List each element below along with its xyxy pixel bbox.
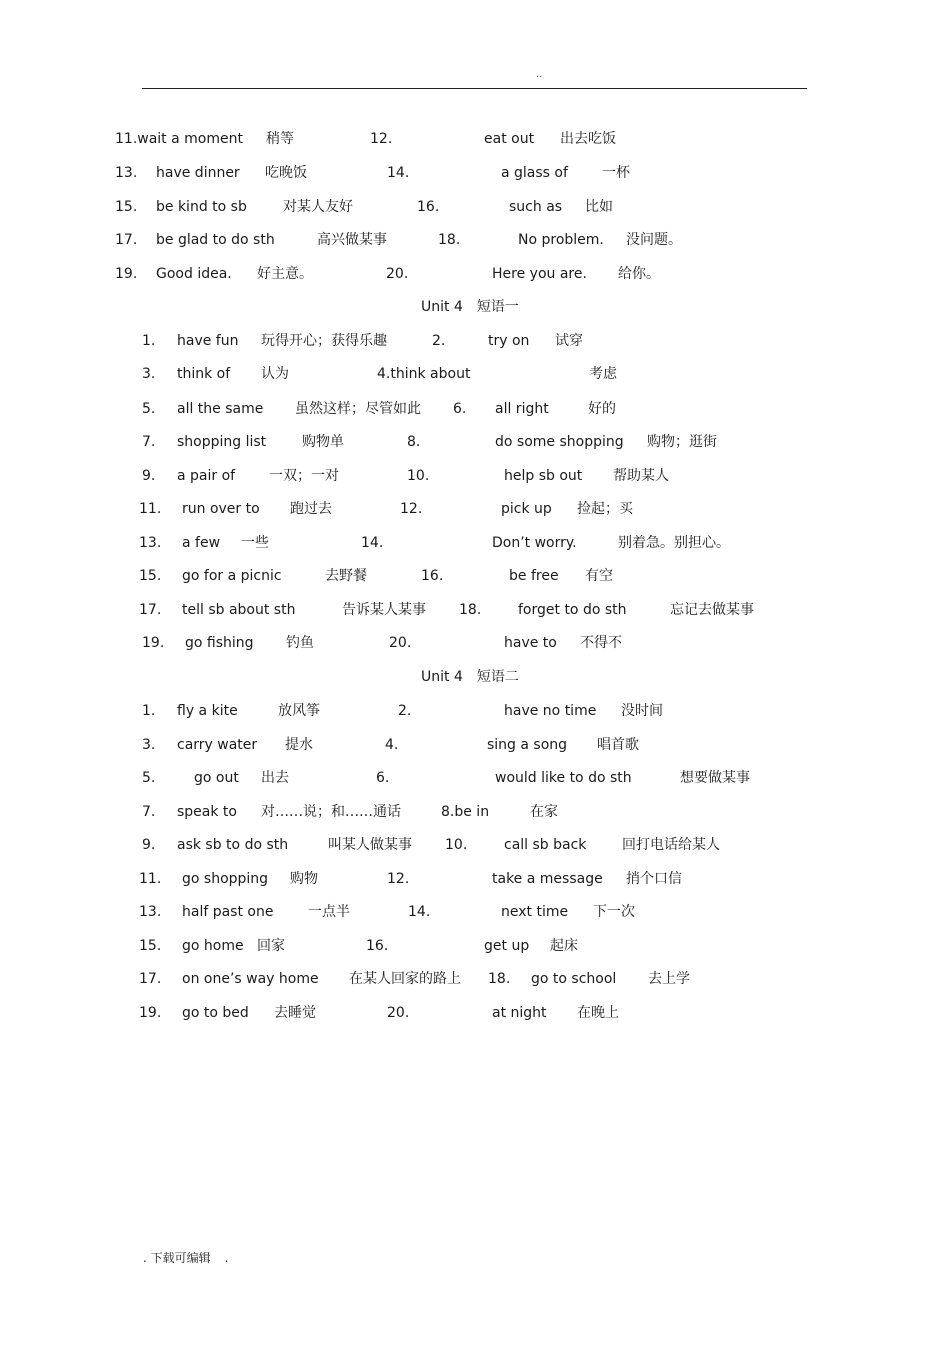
phrase-row-13-cell-5: be free — [509, 568, 559, 584]
phrase-row-17-cell-4: 4. — [385, 737, 399, 753]
phrase-row-11-cell-5: pick up — [501, 501, 552, 517]
phrase-row-15-cell-2: go fishing — [185, 635, 254, 651]
phrase-row-13-cell-1: 15. — [139, 568, 162, 584]
phrase-row-22-cell-6: 下一次 — [593, 904, 635, 920]
phrase-row-12-cell-3: 一些 — [241, 535, 269, 551]
phrase-row-13-cell-3: 去野餐 — [325, 568, 367, 584]
phrase-row-3-cell-6: 比如 — [585, 199, 613, 215]
phrase-row-23-cell-6: 起床 — [550, 938, 578, 954]
phrase-row-8-cell-2: all the same — [177, 401, 264, 417]
phrase-row-19-cell-3: 对……说；和……通话 — [261, 804, 401, 820]
phrase-row-21-cell-6: 捎个口信 — [626, 871, 682, 887]
phrase-row-25-cell-2: go to bed — [182, 1005, 249, 1021]
phrase-row-20-cell-1: 9. — [142, 837, 156, 853]
phrase-row-20-cell-3: 叫某人做某事 — [328, 837, 412, 853]
phrase-row-25-cell-6: 在晚上 — [577, 1005, 619, 1021]
phrase-row-12-cell-4: 14. — [361, 535, 384, 551]
phrase-row-25-cell-4: 20. — [387, 1005, 410, 1021]
phrase-row-19-cell-1: 7. — [142, 804, 156, 820]
phrase-row-12-cell-2: a few — [182, 535, 221, 551]
phrase-row-22-cell-3: 一点半 — [308, 904, 350, 920]
phrase-row-4-cell-6: 没问题。 — [626, 232, 682, 248]
phrase-row-9-cell-1: 7. — [142, 434, 156, 450]
phrase-row-10-cell-2: a pair of — [177, 468, 236, 484]
phrase-row-18-cell-5: would like to do sth — [495, 770, 632, 786]
phrase-row-4-cell-5: No problem. — [518, 232, 604, 248]
phrase-row-9-cell-4: 8. — [407, 434, 421, 450]
phrase-row-11-cell-4: 12. — [400, 501, 423, 517]
phrase-row-22-cell-1: 13. — [139, 904, 162, 920]
phrase-row-5-cell-4: 20. — [386, 266, 409, 282]
page-header-marker: ·· — [536, 72, 543, 83]
phrase-row-13-cell-6: 有空 — [585, 568, 613, 584]
phrase-row-14-cell-4: 18. — [459, 602, 482, 618]
phrase-row-9-cell-6: 购物；逛街 — [647, 434, 717, 450]
phrase-row-9-cell-5: do some shopping — [495, 434, 624, 450]
phrase-row-10-cell-4: 10. — [407, 468, 430, 484]
phrase-row-4-cell-2: be glad to do sth — [156, 232, 275, 248]
phrase-row-24-cell-5: go to school — [531, 971, 617, 987]
phrase-row-1-cell-4: eat out — [484, 131, 535, 147]
phrase-row-25-cell-3: 去睡觉 — [274, 1005, 316, 1021]
phrase-row-19-cell-4: 8.be in — [441, 804, 490, 820]
phrase-row-25-cell-1: 19. — [139, 1005, 162, 1021]
phrase-row-19-cell-2: speak to — [177, 804, 237, 820]
phrase-row-1-cell-3: 12. — [370, 131, 393, 147]
phrase-row-23-cell-5: get up — [484, 938, 530, 954]
phrase-row-24-cell-1: 17. — [139, 971, 162, 987]
phrase-row-17-cell-6: 唱首歌 — [597, 737, 639, 753]
phrase-row-6-cell-5: try on — [488, 333, 530, 349]
phrase-row-8-cell-3: 虽然这样；尽管如此 — [295, 401, 421, 417]
unit-heading-phrases-2: Unit 4 短语二 — [421, 669, 519, 685]
phrase-row-21-cell-5: take a message — [492, 871, 603, 887]
phrase-row-23-cell-1: 15. — [139, 938, 162, 954]
phrase-row-4-cell-3: 高兴做某事 — [317, 232, 387, 248]
unit-heading-phrases-1: Unit 4 短语一 — [421, 299, 519, 315]
phrase-row-7-cell-5: 考虑 — [589, 366, 617, 382]
phrase-row-13-cell-4: 16. — [421, 568, 444, 584]
phrase-row-9-cell-2: shopping list — [177, 434, 267, 450]
phrase-row-21-cell-3: 购物 — [290, 871, 318, 887]
phrase-row-2-cell-3: 吃晚饭 — [265, 165, 307, 181]
phrase-row-14-cell-3: 告诉某人某事 — [342, 602, 426, 618]
phrase-row-15-cell-6: 不得不 — [580, 635, 622, 651]
phrase-row-8-cell-6: 好的 — [588, 401, 616, 417]
phrase-row-3-cell-3: 对某人友好 — [283, 199, 353, 215]
phrase-row-25-cell-5: at night — [492, 1005, 547, 1021]
phrase-row-4-cell-1: 17. — [115, 232, 138, 248]
phrase-row-22-cell-5: next time — [501, 904, 569, 920]
phrase-row-6-cell-6: 试穿 — [555, 333, 583, 349]
phrase-row-22-cell-2: half past one — [182, 904, 274, 920]
phrase-row-11-cell-2: run over to — [182, 501, 260, 517]
phrase-row-17-cell-2: carry water — [177, 737, 258, 753]
phrase-row-16-cell-6: 没时间 — [621, 703, 663, 719]
phrase-row-2-cell-5: a glass of — [501, 165, 568, 181]
phrase-row-2-cell-4: 14. — [387, 165, 410, 181]
phrase-row-19-cell-5: 在家 — [530, 804, 558, 820]
phrase-row-11-cell-6: 捡起；买 — [577, 501, 633, 517]
phrase-row-23-cell-2: go home — [182, 938, 244, 954]
phrase-row-17-cell-1: 3. — [142, 737, 156, 753]
phrase-row-21-cell-2: go shopping — [182, 871, 269, 887]
phrase-row-6-cell-2: have fun — [177, 333, 239, 349]
phrase-row-15-cell-5: have to — [504, 635, 557, 651]
phrase-row-20-cell-6: 回打电话给某人 — [622, 837, 720, 853]
phrase-row-11-cell-1: 11. — [139, 501, 162, 517]
phrase-row-18-cell-3: 出去 — [261, 770, 289, 786]
phrase-row-20-cell-5: call sb back — [504, 837, 587, 853]
phrase-row-12-cell-6: 别着急。别担心。 — [618, 535, 730, 551]
phrase-row-3-cell-1: 15. — [115, 199, 138, 215]
phrase-row-17-cell-5: sing a song — [487, 737, 568, 753]
phrase-row-1-cell-1: 11.wait a moment — [115, 131, 243, 147]
phrase-row-24-cell-4: 18. — [488, 971, 511, 987]
phrase-row-10-cell-3: 一双；一对 — [269, 468, 339, 484]
phrase-row-18-cell-1: 5. — [142, 770, 156, 786]
page-footer — [143, 1251, 229, 1265]
phrase-row-17-cell-3: 提水 — [285, 737, 313, 753]
phrase-row-16-cell-4: 2. — [398, 703, 412, 719]
footer-right-dot: . — [224, 1251, 229, 1265]
phrase-row-5-cell-1: 19. — [115, 266, 138, 282]
phrase-row-10-cell-5: help sb out — [504, 468, 583, 484]
phrase-row-16-cell-5: have no time — [504, 703, 597, 719]
phrase-row-15-cell-3: 钓鱼 — [286, 635, 314, 651]
phrase-row-18-cell-2: go out — [194, 770, 239, 786]
phrase-row-22-cell-4: 14. — [408, 904, 431, 920]
phrase-row-1-cell-2: 稍等 — [266, 131, 294, 147]
phrase-row-18-cell-6: 想要做某事 — [680, 770, 750, 786]
phrase-row-12-cell-1: 13. — [139, 535, 162, 551]
phrase-row-10-cell-6: 帮助某人 — [613, 468, 669, 484]
phrase-row-12-cell-5: Don’t worry. — [492, 535, 577, 551]
phrase-row-20-cell-2: ask sb to do sth — [177, 837, 289, 853]
phrase-row-13-cell-2: go for a picnic — [182, 568, 282, 584]
phrase-row-23-cell-3: 回家 — [257, 938, 285, 954]
header-rule — [142, 88, 807, 89]
phrase-row-7-cell-3: 认为 — [261, 366, 289, 382]
phrase-row-24-cell-3: 在某人回家的路上 — [349, 971, 461, 987]
phrase-row-23-cell-4: 16. — [366, 938, 389, 954]
phrase-row-2-cell-2: have dinner — [156, 165, 240, 181]
phrase-row-2-cell-1: 13. — [115, 165, 138, 181]
phrase-row-7-cell-1: 3. — [142, 366, 156, 382]
phrase-row-5-cell-5: Here you are. — [492, 266, 587, 282]
phrase-row-24-cell-2: on one’s way home — [182, 971, 319, 987]
phrase-row-18-cell-4: 6. — [376, 770, 390, 786]
phrase-row-8-cell-4: 6. — [453, 401, 467, 417]
phrase-row-20-cell-4: 10. — [445, 837, 468, 853]
phrase-row-6-cell-1: 1. — [142, 333, 156, 349]
phrase-row-14-cell-1: 17. — [139, 602, 162, 618]
phrase-row-8-cell-5: all right — [495, 401, 549, 417]
phrase-row-7-cell-4: 4.think about — [377, 366, 471, 382]
footer-left-dot: . — [143, 1251, 147, 1265]
phrase-row-15-cell-1: 19. — [142, 635, 165, 651]
phrase-row-21-cell-4: 12. — [387, 871, 410, 887]
phrase-row-16-cell-3: 放风筝 — [278, 703, 320, 719]
phrase-row-6-cell-4: 2. — [432, 333, 446, 349]
phrase-row-3-cell-4: 16. — [417, 199, 440, 215]
phrase-row-24-cell-6: 去上学 — [648, 971, 690, 987]
phrase-row-8-cell-1: 5. — [142, 401, 156, 417]
footer-text: 下载可编辑 — [150, 1251, 211, 1265]
phrase-row-16-cell-1: 1. — [142, 703, 156, 719]
phrase-row-3-cell-5: such as — [509, 199, 563, 215]
phrase-row-14-cell-5: forget to do sth — [518, 602, 627, 618]
phrase-row-15-cell-4: 20. — [389, 635, 412, 651]
phrase-row-14-cell-2: tell sb about sth — [182, 602, 296, 618]
phrase-row-9-cell-3: 购物单 — [302, 434, 344, 450]
phrase-row-21-cell-1: 11. — [139, 871, 162, 887]
phrase-row-14-cell-6: 忘记去做某事 — [670, 602, 754, 618]
phrase-row-5-cell-6: 给你。 — [618, 266, 660, 282]
phrase-row-7-cell-2: think of — [177, 366, 231, 382]
phrase-row-6-cell-3: 玩得开心；获得乐趣 — [261, 333, 387, 349]
phrase-row-5-cell-3: 好主意。 — [257, 266, 313, 282]
phrase-row-1-cell-5: 出去吃饭 — [560, 131, 616, 147]
phrase-row-2-cell-6: 一杯 — [602, 165, 630, 181]
phrase-row-10-cell-1: 9. — [142, 468, 156, 484]
phrase-row-4-cell-4: 18. — [438, 232, 461, 248]
phrase-row-11-cell-3: 跑过去 — [290, 501, 332, 517]
phrase-row-16-cell-2: fly a kite — [177, 703, 238, 719]
phrase-row-3-cell-2: be kind to sb — [156, 199, 247, 215]
phrase-row-5-cell-2: Good idea. — [156, 266, 232, 282]
